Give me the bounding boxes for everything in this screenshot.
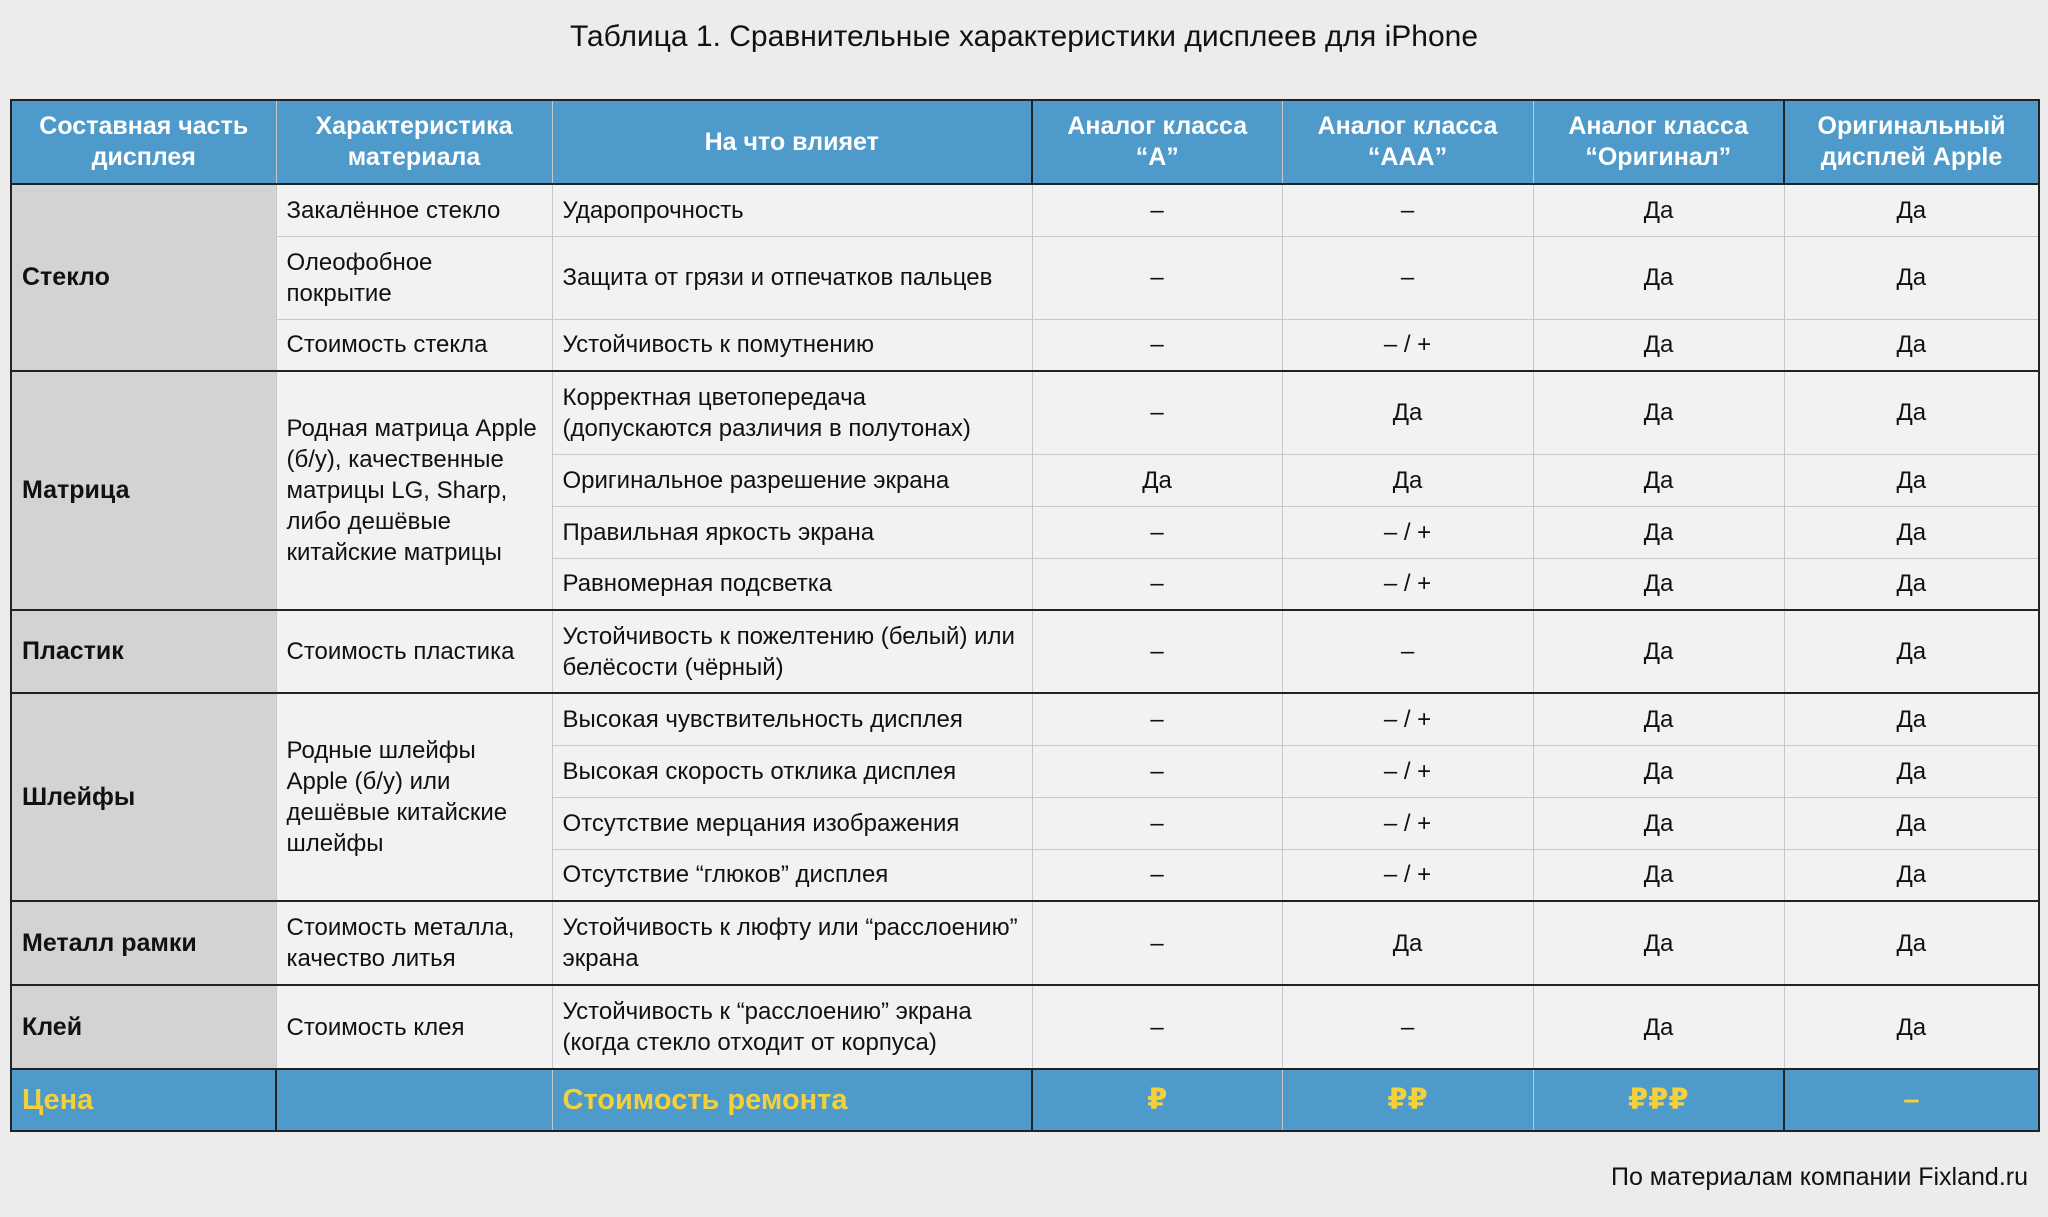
material-cell: Стоимость металла, качество литья — [276, 901, 552, 985]
header-effect: На что влияет — [552, 100, 1032, 184]
effect-cell: Устойчивость к помутнению — [552, 319, 1032, 371]
effect-cell: Отсутствие мерцания изображения — [552, 797, 1032, 849]
material-cell: Стоимость клея — [276, 985, 552, 1069]
value-cell: – / + — [1282, 558, 1533, 610]
value-cell: – — [1032, 745, 1282, 797]
header-apple-original: Оригинальный дисплей Apple — [1784, 100, 2039, 184]
value-cell: Да — [1784, 610, 2039, 693]
value-cell: Да — [1784, 558, 2039, 610]
price-empty-cell — [276, 1069, 552, 1131]
price-value: ₽₽₽ — [1533, 1069, 1784, 1131]
value-cell: Да — [1282, 371, 1533, 454]
effect-cell: Устойчивость к люфту или “расслоению” экрана — [552, 901, 1032, 985]
table-row — [11, 901, 2039, 985]
effect-cell: Равномерная подсветка — [552, 558, 1032, 610]
value-cell: Да — [1533, 610, 1784, 693]
value-cell: Да — [1784, 506, 2039, 558]
price-value: ₽ — [1032, 1069, 1282, 1131]
value-cell: – / + — [1282, 745, 1533, 797]
group-glass: Стекло — [11, 184, 276, 371]
table-row — [11, 236, 2039, 319]
source-note: По материалам компании Fixland.ru — [1610, 1163, 2028, 1191]
group-frame-metal: Металл рамки — [11, 901, 276, 985]
material-cell: Стоимость стекла — [276, 319, 552, 371]
value-cell: Да — [1784, 454, 2039, 506]
header-row — [11, 100, 2039, 184]
table-row — [11, 693, 2039, 745]
value-cell: Да — [1784, 236, 2039, 319]
table-title: Таблица 1. Сравнительные характеристики дисплеев для iPhone — [569, 20, 1479, 53]
effect-cell: Ударопрочность — [552, 184, 1032, 236]
effect-cell: Оригинальное разрешение экрана — [552, 454, 1032, 506]
price-value: – — [1784, 1069, 2039, 1131]
value-cell: Да — [1784, 371, 2039, 454]
value-cell: – / + — [1282, 849, 1533, 901]
effect-cell: Правильная яркость экрана — [552, 506, 1032, 558]
table-row — [11, 610, 2039, 693]
value-cell: Да — [1784, 985, 2039, 1069]
header-material: Характеристика материала — [276, 100, 552, 184]
value-cell: Да — [1784, 184, 2039, 236]
value-cell: – / + — [1282, 506, 1533, 558]
effect-cell: Устойчивость к “расслоению” экрана (когда стекло отходит от корпуса) — [552, 985, 1032, 1069]
material-cell: Стоимость пластика — [276, 610, 552, 693]
value-cell: – — [1282, 610, 1533, 693]
price-label: Цена — [11, 1069, 276, 1131]
material-cell: Родные шлейфы Apple (б/у) или дешёвые китайские шлейфы — [276, 693, 552, 901]
material-cell: Родная матрица Apple (б/у), качественные матрицы LG, Sharp, либо дешёвые китайские матрицы — [276, 371, 552, 610]
value-cell: Да — [1533, 454, 1784, 506]
value-cell: – — [1032, 184, 1282, 236]
material-cell: Закалённое стекло — [276, 184, 552, 236]
table-row — [11, 184, 2039, 236]
effect-cell: Устойчивость к пожелтению (белый) или белёсости (чёрный) — [552, 610, 1032, 693]
value-cell: Да — [1784, 901, 2039, 985]
header-component: Составная часть дисплея — [11, 100, 276, 184]
value-cell: – — [1032, 610, 1282, 693]
value-cell: – / + — [1282, 319, 1533, 371]
value-cell: Да — [1784, 745, 2039, 797]
value-cell: Да — [1032, 454, 1282, 506]
value-cell: Да — [1533, 901, 1784, 985]
effect-cell: Защита от грязи и отпечатков пальцев — [552, 236, 1032, 319]
value-cell: Да — [1533, 558, 1784, 610]
price-value: ₽₽ — [1282, 1069, 1533, 1131]
header-class-original: Аналог класса “Оригинал” — [1533, 100, 1784, 184]
effect-cell: Корректная цветопередача (допускаются различия в полутонах) — [552, 371, 1032, 454]
value-cell: – — [1282, 236, 1533, 319]
value-cell: Да — [1533, 236, 1784, 319]
value-cell: – — [1032, 506, 1282, 558]
group-plastic: Пластик — [11, 610, 276, 693]
effect-cell: Высокая чувствительность дисплея — [552, 693, 1032, 745]
value-cell: – — [1032, 558, 1282, 610]
value-cell: Да — [1784, 849, 2039, 901]
value-cell: Да — [1282, 901, 1533, 985]
value-cell: Да — [1533, 985, 1784, 1069]
group-matrix: Матрица — [11, 371, 276, 610]
table-row — [11, 371, 2039, 454]
value-cell: Да — [1533, 797, 1784, 849]
table-row — [11, 319, 2039, 371]
value-cell: – / + — [1282, 693, 1533, 745]
value-cell: – — [1032, 693, 1282, 745]
header-class-a: Аналог класса “A” — [1032, 100, 1282, 184]
comparison-table — [10, 99, 2040, 1132]
value-cell: – — [1032, 985, 1282, 1069]
value-cell: Да — [1533, 745, 1784, 797]
value-cell: – — [1032, 849, 1282, 901]
price-row — [11, 1069, 2039, 1131]
effect-cell: Высокая скорость отклика дисплея — [552, 745, 1032, 797]
value-cell: Да — [1533, 693, 1784, 745]
value-cell: Да — [1533, 319, 1784, 371]
group-cables: Шлейфы — [11, 693, 276, 901]
value-cell: – — [1032, 236, 1282, 319]
value-cell: – — [1282, 184, 1533, 236]
value-cell: Да — [1533, 371, 1784, 454]
value-cell: – — [1032, 797, 1282, 849]
value-cell: Да — [1784, 797, 2039, 849]
value-cell: Да — [1784, 693, 2039, 745]
value-cell: – — [1032, 901, 1282, 985]
effect-cell: Отсутствие “глюков” дисплея — [552, 849, 1032, 901]
value-cell: Да — [1533, 184, 1784, 236]
value-cell: – — [1282, 985, 1533, 1069]
value-cell: Да — [1784, 319, 2039, 371]
value-cell: – — [1032, 371, 1282, 454]
value-cell: Да — [1533, 849, 1784, 901]
header-class-aaa: Аналог класса “AAA” — [1282, 100, 1533, 184]
value-cell: Да — [1533, 506, 1784, 558]
table-row — [11, 985, 2039, 1069]
value-cell: – / + — [1282, 797, 1533, 849]
price-effect: Стоимость ремонта — [552, 1069, 1032, 1131]
value-cell: Да — [1282, 454, 1533, 506]
value-cell: – — [1032, 319, 1282, 371]
group-glue: Клей — [11, 985, 276, 1069]
material-cell: Олеофобное покрытие — [276, 236, 552, 319]
